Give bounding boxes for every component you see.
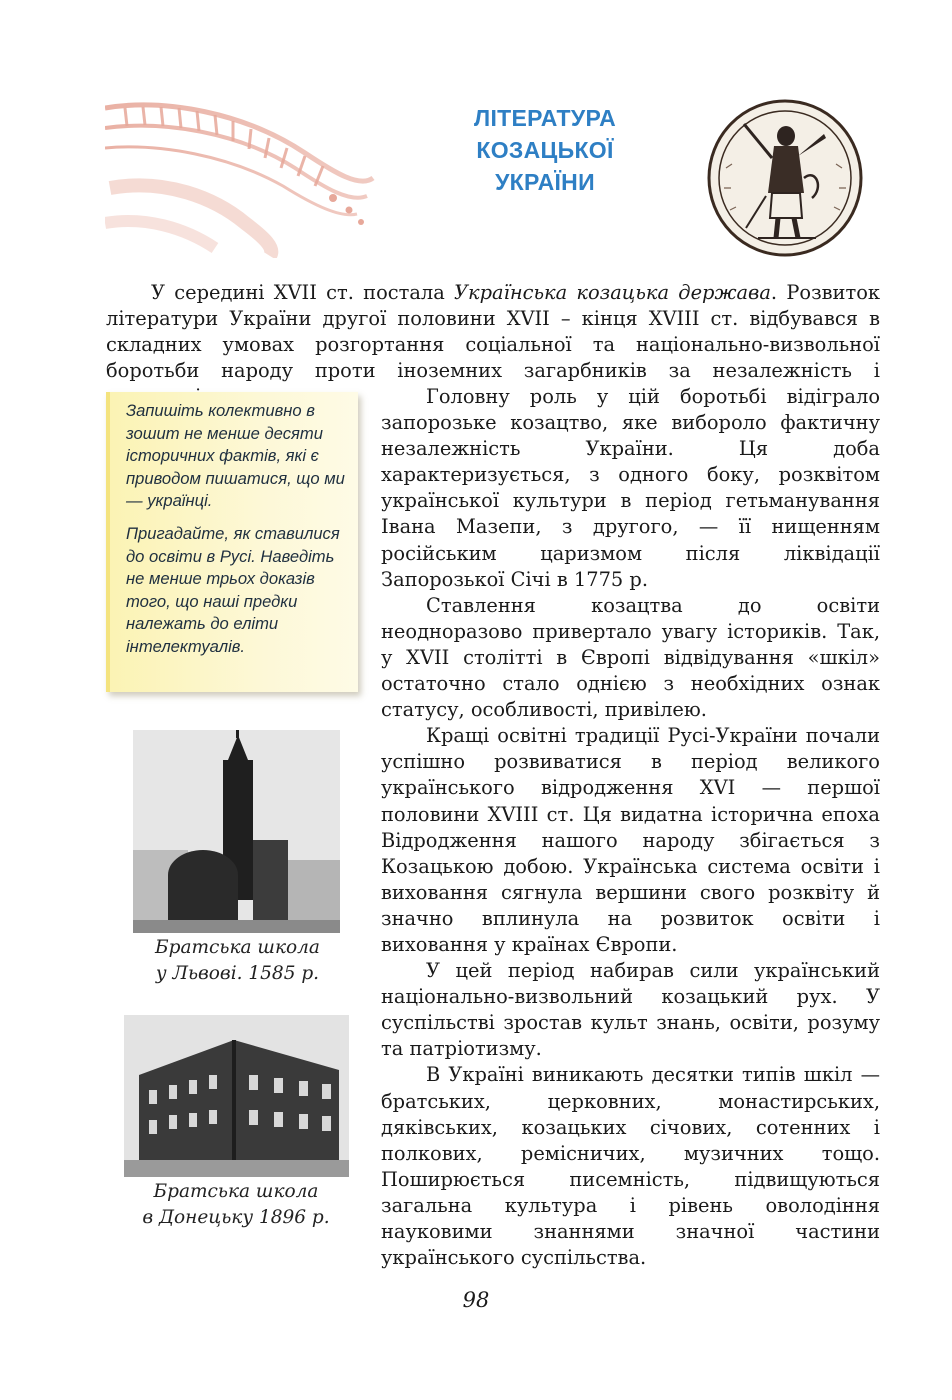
caption-line: Братська школа	[155, 937, 320, 958]
assignment-note-box	[106, 392, 358, 692]
chapter-title-line: КОЗАЦЬКОЇ	[476, 137, 614, 163]
caption-line: в Донецьку 1896 р.	[142, 1207, 330, 1228]
body-paragraph: Головну роль у цій боротьбі відіграло запорозьке козацтво, яке виборолo фактичну незалежність України. Ця доба характеризується, з одного боку, розквітом української культури в період гетьманування Івана Мазепи, з другого, — її нищенням російським царизмом після ліквідації Запорозької Січі в 1775 р.	[381, 385, 880, 591]
intro-text: У середині XVII ст. постала	[151, 281, 455, 304]
decorative-ornament	[105, 98, 375, 258]
cossack-seal-image	[706, 98, 864, 258]
donetsk-school-caption	[116, 1179, 356, 1231]
intro-text: . Розвиток літератури України другої половини XVII – кінця XVIII ст. відбувався в складних умовах розгортання соціальної та національно-визвольної боротьби народу проти іноземних загарбників за незалежність і	[106, 281, 881, 383]
chapter-title-line: УКРАЇНИ	[495, 169, 595, 195]
assignment-note: Запишіть колективно в зошит не менше десяти історичних фактів, які є приводом пишатися, що ми — українці.	[126, 401, 345, 511]
page-number: 98	[462, 1288, 490, 1312]
assignment-note: Пригадайте, як ставилися до освіти в Русі. Наведіть не менше трьох доказів того, що наші предки належать до еліти інтелектуалів.	[126, 523, 340, 656]
lviv-school-photo	[133, 730, 340, 933]
caption-line: у Львові. 1585 р.	[155, 963, 320, 984]
donetsk-school-photo	[124, 1015, 349, 1177]
chapter-title-line: ЛІТЕРАТУРА	[474, 105, 616, 131]
chapter-title	[420, 102, 670, 198]
body-paragraph: В Україні виникають десятки типів шкіл — братських, церковних, монастирських, дяківських, козацьких січових, сотенних і полкових, ремісничих, музичних тощо. Поширюється писемність, підвищуються загальна культура і рівень оволодіння науковими знаннями значної частини українського суспільства.	[381, 1063, 880, 1270]
body-paragraph: Кращі освітні традиції Русі-України почали успішно розвиватися в період великого українського відродження XVI — першої половини XVIII ст. Ця видатна історична епоха Відродження нашого народу збігається з Козацькою добою. Українська система освіти і виховання сягнула вершини свого розквіту й значно вплинула на розвиток освіти і виховання у країнах Європи.	[381, 724, 880, 956]
lviv-school-caption	[120, 935, 355, 987]
main-text-column	[381, 384, 880, 1271]
body-paragraph: У цей період набирав сили український національно-визвольний козацький рух. У суспільстві зростав культ знань, освіти, розуму та патріотизму.	[381, 959, 880, 1061]
intro-emphasis: Українська козацька держава	[454, 281, 771, 304]
body-paragraph: Ставлення козацтва до освіти неодноразово привертало увагу істориків. Так, у XVII столітті в Європі відвідування «шкіл» остаточно стало однією з необхідних ознак статусу, особливості, привілею.	[381, 593, 880, 722]
caption-line: Братська школа	[153, 1181, 319, 1202]
